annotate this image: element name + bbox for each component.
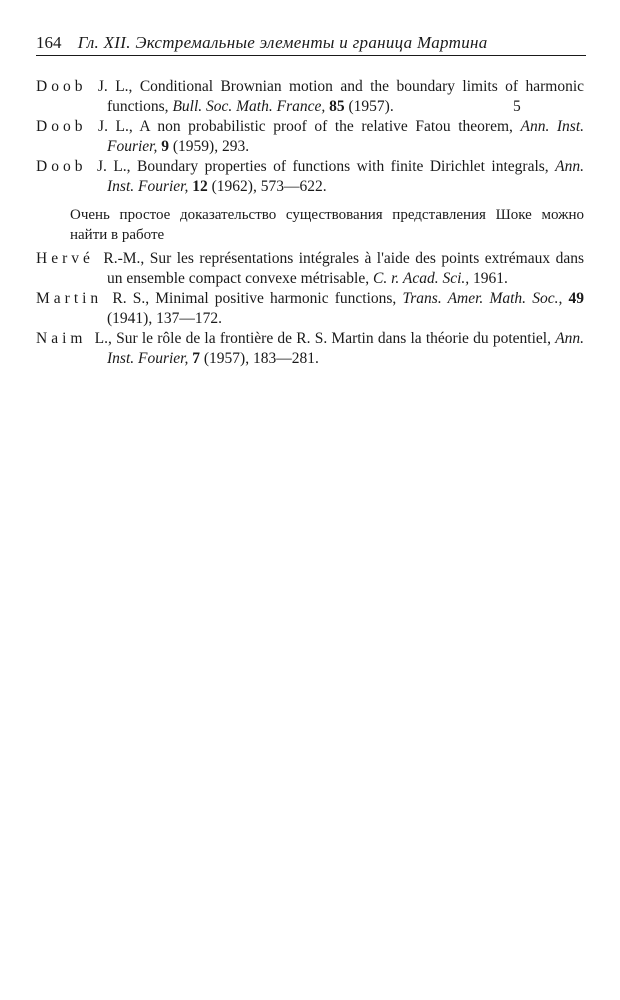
reference-item	[36, 117, 584, 157]
ref-author: Naim	[36, 330, 87, 347]
reference-item	[36, 289, 584, 329]
ref-journal: Trans. Amer. Math. Soc.,	[402, 290, 563, 307]
ref-volume: 9	[161, 138, 169, 155]
ref-text: J. L., A non probabilistic proof of the relative Fatou theorem,	[98, 118, 513, 135]
ref-author: Martin	[36, 290, 103, 307]
running-head	[36, 33, 586, 53]
ref-rest: (1962), 573—622.	[211, 178, 327, 195]
page-number: 164	[36, 33, 62, 52]
header-rule	[36, 55, 586, 56]
ref-journal: Ann. Inst. Fourier,	[107, 330, 585, 367]
reference-item	[36, 249, 584, 289]
ref-volume: 85	[329, 98, 345, 115]
ref-journal: Bull. Soc. Math. France,	[172, 98, 326, 115]
ref-journal: Ann. Inst. Fourier,	[107, 118, 585, 155]
ref-text: J. L., Boundary properties of functions with finite Dirichlet integrals,	[96, 158, 549, 175]
ref-author: Doob	[36, 78, 87, 95]
ref-journal: Ann. Inst. Fourier,	[107, 158, 585, 195]
ref-text: R.-M., Sur les représentations intégrales à l'aide des points extrémaux dans un ensemble compact convexe métrisable,	[103, 250, 584, 287]
reference-item	[36, 329, 584, 369]
ref-rest: (1957).	[348, 98, 394, 115]
ref-rest: (1957), 183—281.	[203, 350, 319, 367]
ref-author: Hervé	[36, 250, 94, 267]
note-paragraph: Очень простое доказательство существования представления Шоке можно найти в работе	[70, 207, 584, 243]
ref-rest: 1961.	[473, 270, 508, 287]
chapter-title: Гл. XII. Экстремальные элементы и граница Мартина	[77, 33, 488, 52]
ref-rest: (1959), 293.	[172, 138, 250, 155]
ref-volume: 12	[192, 178, 208, 195]
reference-item	[36, 157, 584, 197]
ref-author: Doob	[36, 118, 87, 135]
ref-author: Doob	[36, 158, 87, 175]
reference-item: Doob J. L., Conditional Brownian motion and the boundary limits of harmonic functions, Bull. Soc. Math. France, 85 (1957). 5	[36, 78, 585, 115]
ref-volume: 7	[192, 350, 200, 367]
ref-rest: (1941), 137—172.	[107, 310, 222, 327]
ref-text: J. L., Conditional Brownian motion and the boundary limits of harmonic functions,	[97, 78, 585, 115]
ref-journal: C. r. Acad. Sci.,	[372, 270, 470, 287]
ref-text: R. S., Minimal positive harmonic functions,	[112, 290, 397, 307]
reference-list	[36, 77, 584, 369]
ref-volume: 49	[568, 290, 585, 307]
ref-text: L., Sur le rôle de la frontière de R. S. Martin dans la théorie du potentiel,	[94, 330, 551, 347]
